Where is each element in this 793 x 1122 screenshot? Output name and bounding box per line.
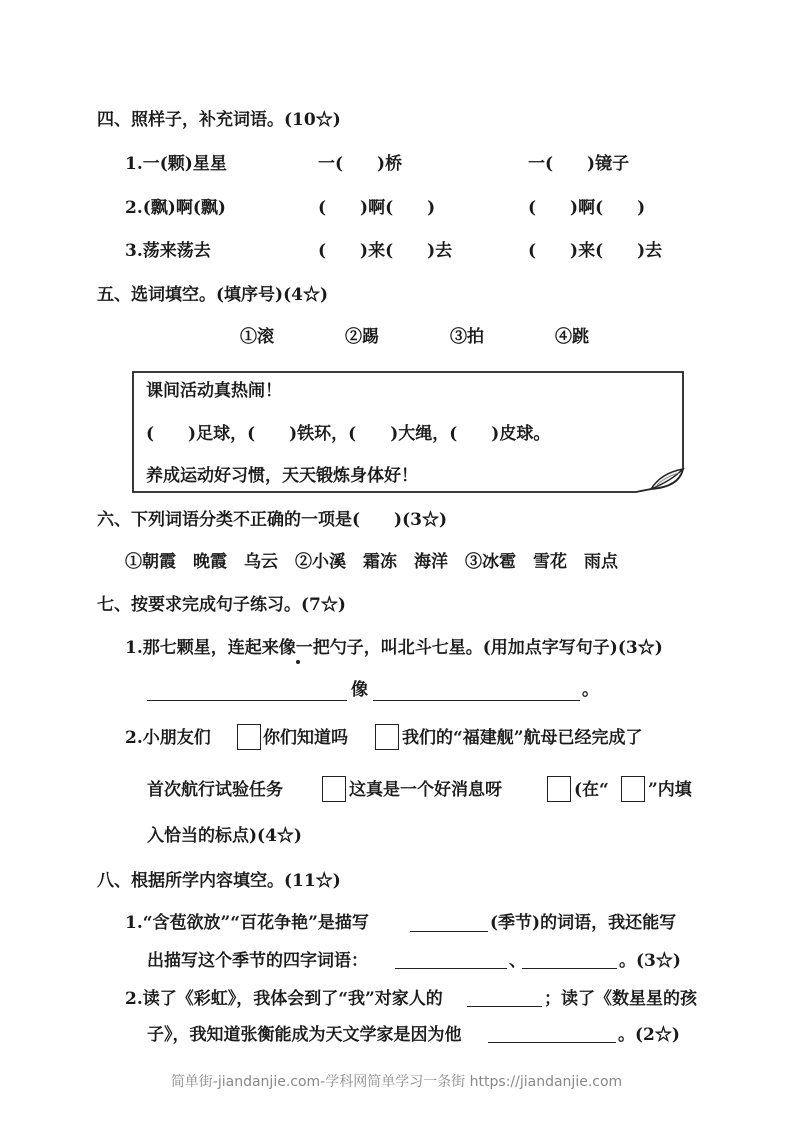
s4-row1-blank-b: 一( )镜子	[528, 154, 630, 174]
s5-box-line-3: 养成运动好习惯，天天锻炼身体好！	[146, 466, 418, 486]
footer-watermark: 简单街-jiandanjie.com-学科网简单学习一条街 https://jiandanjie.com	[170, 1074, 623, 1090]
s7-q1-text: 1.那七颗星，连起来像一把勺子，叫北斗七星。(用加点字写句子)(3☆)	[125, 638, 663, 658]
s7-q1-answer-line-a[interactable]	[147, 700, 347, 701]
section-5-heading: 五、选词填空。(填序号)(4☆)	[97, 285, 329, 305]
s7-q2-part-a: 2.小朋友们	[125, 728, 211, 748]
s4-row3-blank-b: ( )来( )去	[528, 241, 663, 261]
s4-row3-blank-a: ( )来( )去	[318, 241, 453, 261]
s7-q1-mid-char: 像	[351, 680, 368, 700]
s7-q1-end-mark: 。	[582, 680, 599, 700]
s5-box-line-2: ( )足球，( )铁环，( )大绳，( )皮球。	[146, 424, 551, 444]
s4-row1-example: 1.一(颗)星星	[125, 154, 227, 174]
s5-option-1: ①滚	[240, 327, 274, 347]
section-4-heading: 四、照样子，补充词语。(10☆)	[97, 110, 341, 130]
s7-q2-part-h: 入恰当的标点)(4☆)	[147, 826, 302, 846]
s8-q1-word-line-b[interactable]	[522, 968, 617, 969]
s4-row1-blank-a: 一( )桥	[318, 154, 403, 174]
s7-q2-part-b: 你们知道吗	[263, 728, 348, 748]
s4-row2-example: 2.(飘)啊(飘)	[125, 198, 226, 218]
s5-option-2: ②踢	[345, 327, 379, 347]
s8-q2-line-b[interactable]	[488, 1042, 616, 1043]
s5-option-4: ④跳	[555, 327, 589, 347]
emphasis-dot	[296, 660, 300, 664]
s7-q1-answer-line-b[interactable]	[373, 700, 580, 701]
s5-box-line-1: 课间活动真热闹！	[146, 381, 282, 401]
punctuation-box-sample	[621, 776, 645, 802]
s7-q2-part-f: (在“	[574, 780, 609, 800]
punctuation-box-4[interactable]	[547, 776, 571, 802]
s7-q2-part-d: 首次航行试验任务	[147, 780, 283, 800]
s8-q1-part-b: (季节)的词语，我还能写	[490, 913, 677, 933]
s8-q1-part-d: 、	[509, 951, 526, 971]
s6-options: ①朝霞 晚霞 乌云 ②小溪 霜冻 海洋 ③冰雹 雪花 雨点	[125, 552, 618, 572]
s8-q2-part-d: 。(2☆)	[618, 1025, 680, 1045]
s8-q1-part-c: 出描写这个季节的四字词语：	[147, 951, 368, 971]
s8-q1-word-line-a[interactable]	[395, 968, 507, 969]
s8-q1-part-e: 。(3☆)	[619, 951, 681, 971]
s8-q2-part-b: ；读了《数星星的孩	[544, 989, 697, 1009]
section-8-heading: 八、根据所学内容填空。(11☆)	[97, 871, 341, 891]
punctuation-box-1[interactable]	[237, 724, 261, 750]
s8-q2-line-a[interactable]	[467, 1006, 542, 1007]
s8-q1-part-a: 1.“含苞欲放”“百花争艳”是描写	[125, 913, 369, 933]
s7-q2-part-c: 我们的“福建舰”航母已经完成了	[402, 728, 643, 748]
s4-row2-blank-a: ( )啊( )	[318, 198, 436, 218]
punctuation-box-2[interactable]	[375, 724, 399, 750]
section-6-heading: 六、下列词语分类不正确的一项是( )(3☆)	[97, 510, 448, 530]
s8-q2-part-c: 子》，我知道张衡能成为天文学家是因为他	[147, 1025, 462, 1045]
s7-q2-part-e: 这真是一个好消息呀	[349, 780, 502, 800]
punctuation-box-3[interactable]	[322, 776, 346, 802]
s5-option-3: ③拍	[450, 327, 484, 347]
s7-q2-part-g: ”内填	[648, 780, 692, 800]
s4-row3-example: 3.荡来荡去	[125, 241, 211, 261]
s8-q2-part-a: 2.读了《彩虹》，我体会到了“我”对家人的	[125, 989, 443, 1009]
section-7-heading: 七、按要求完成句子练习。(7☆)	[97, 595, 346, 615]
s4-row2-blank-b: ( )啊( )	[528, 198, 646, 218]
s8-q1-season-line[interactable]	[410, 931, 488, 932]
